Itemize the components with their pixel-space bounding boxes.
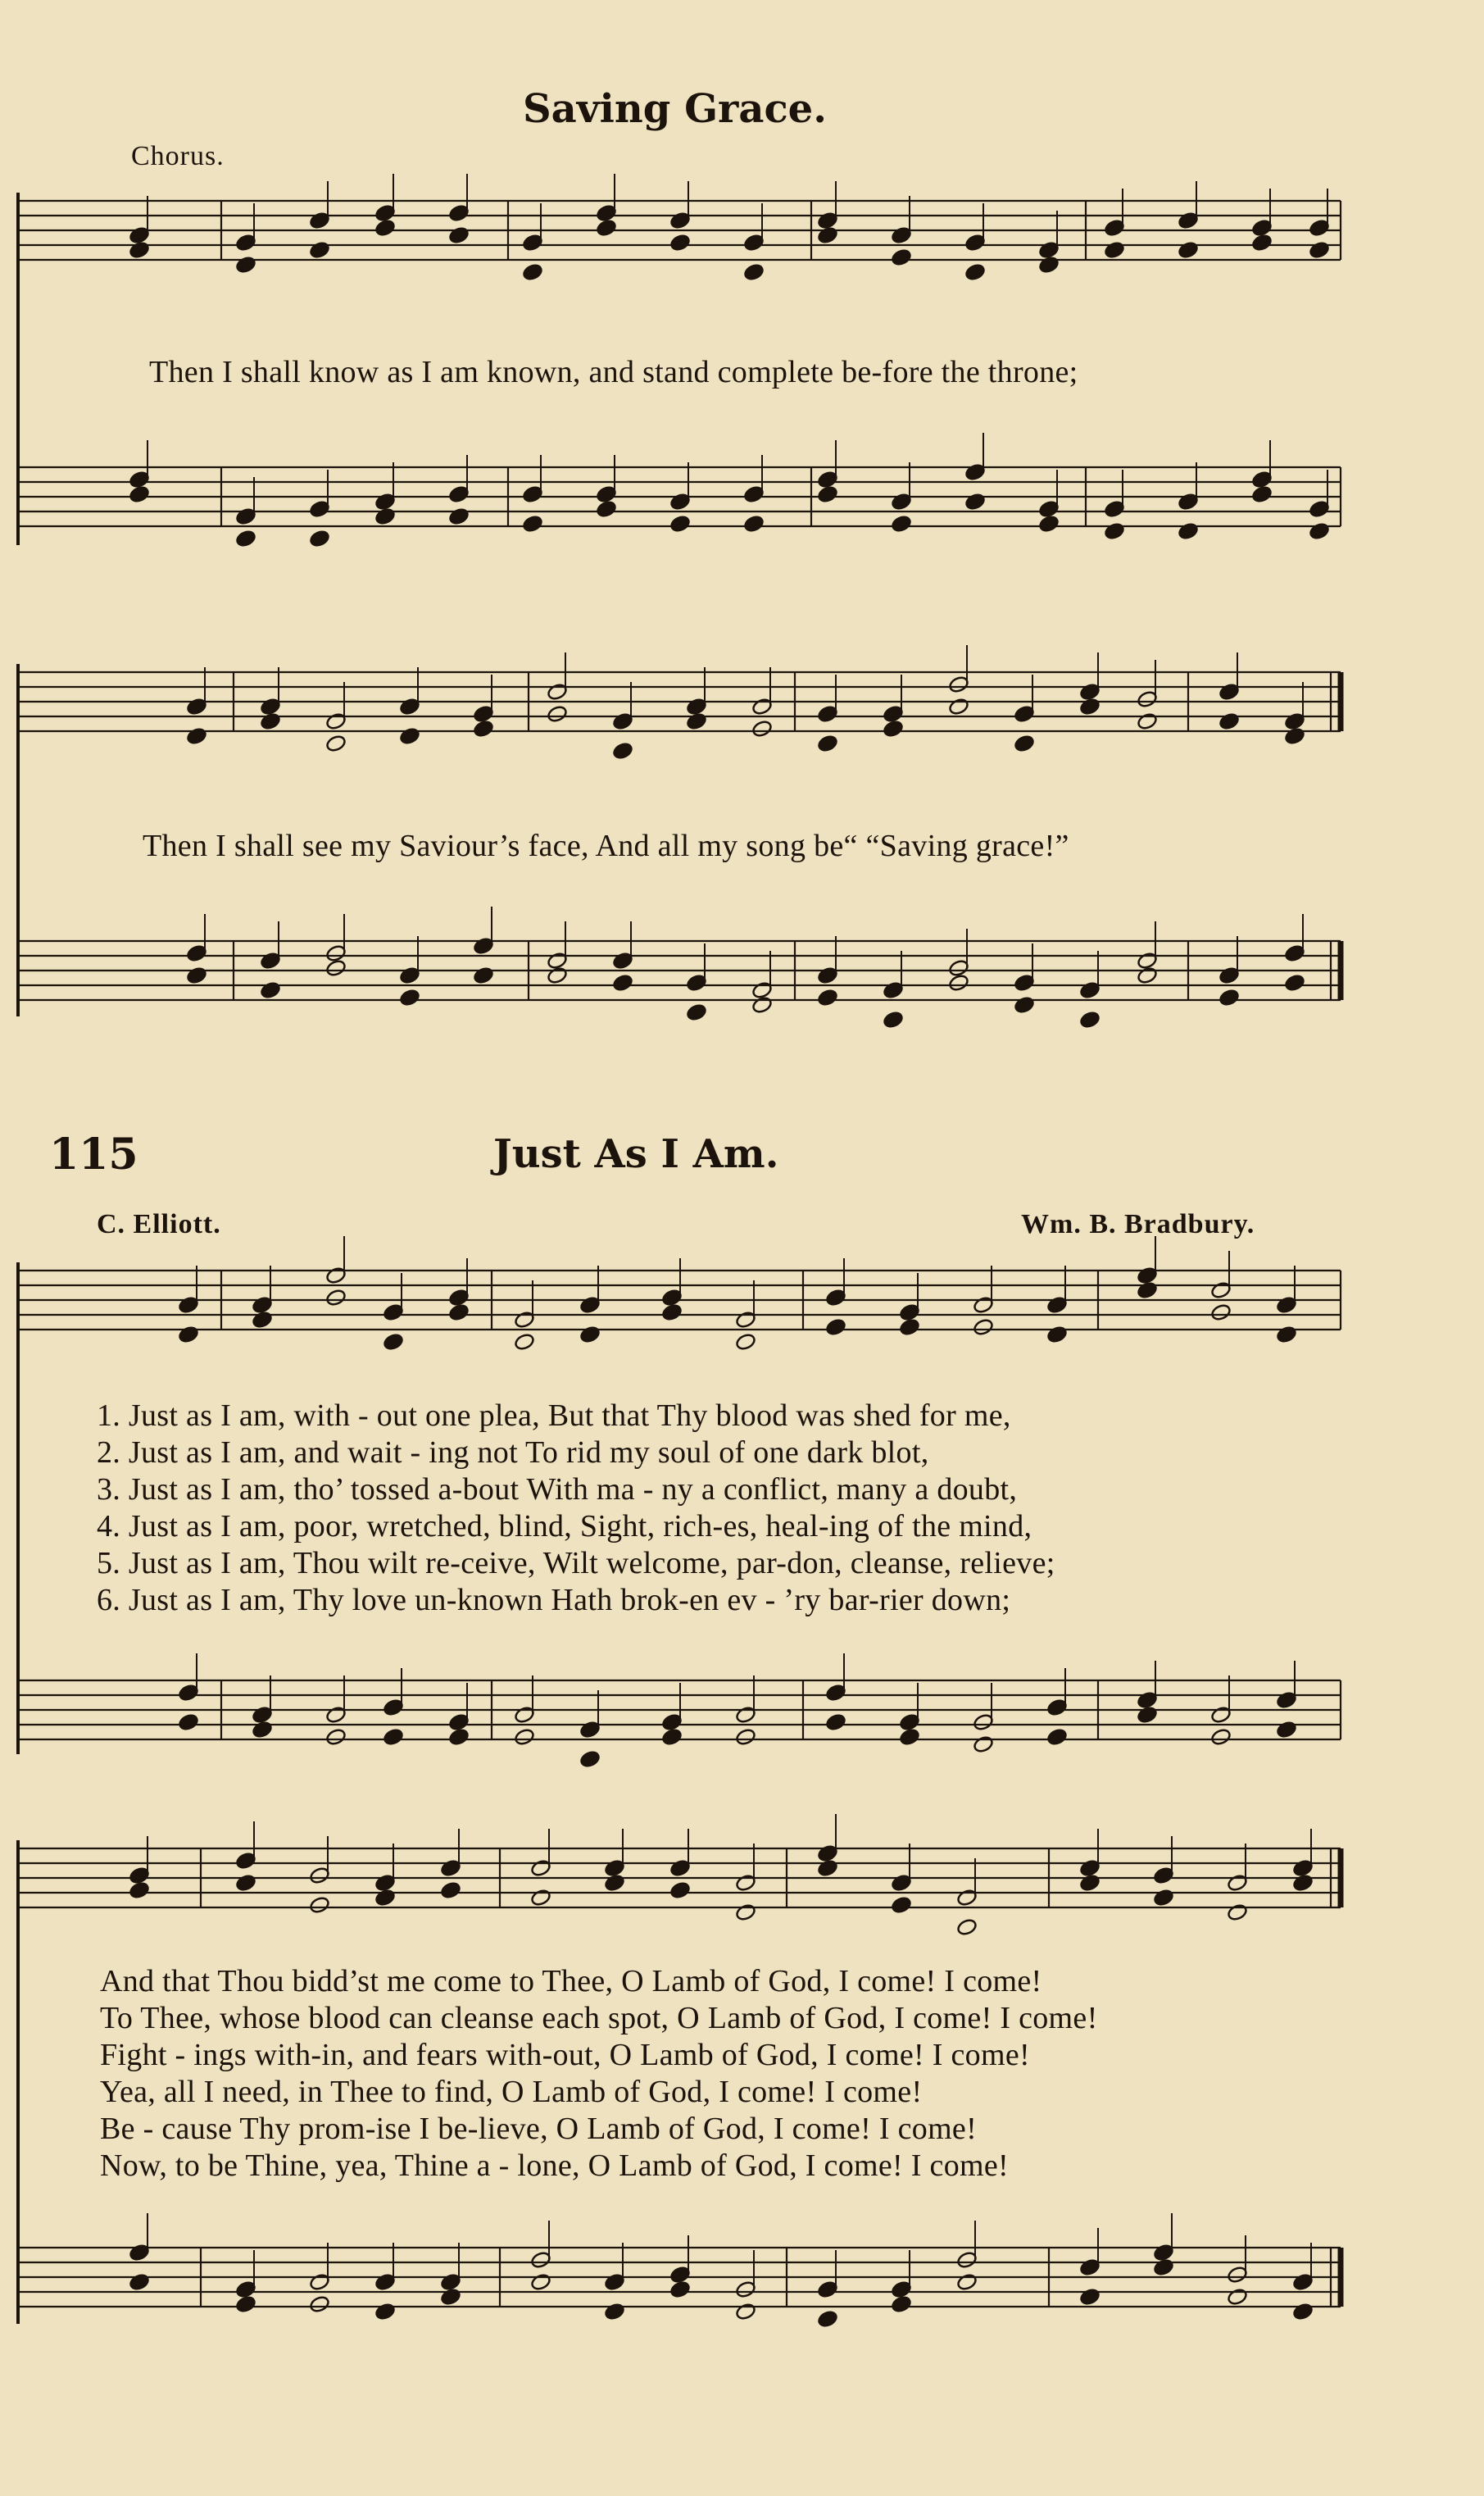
- verse-number: 2.: [97, 1435, 121, 1470]
- hymn-number: 115: [49, 1130, 138, 1180]
- verse-line: Now, to be Thine, yea, Thine a - lone, O Lamb of God, I come! I come!: [100, 2148, 1009, 2183]
- verse-line: To Thee, whose blood can cleanse each spot, O Lamb of God, I come! I come!: [100, 2001, 1098, 2035]
- verse-line: [97, 1545, 1055, 1581]
- verse-number: 3.: [97, 1472, 121, 1507]
- lyricist: C. Elliott.: [97, 1209, 221, 1239]
- verse-number: 5.: [97, 1546, 121, 1580]
- verse-line: [97, 1398, 1011, 1434]
- hymn-title: Just As I Am.: [493, 1131, 779, 1177]
- verse-text: Just as I am, Thy love un-known Hath brok-en ev - ’ry bar-rier down;: [128, 1583, 1011, 1617]
- verse-text: Just as I am, with - out one plea, But that Thy blood was shed for me,: [128, 1398, 1011, 1433]
- verse-line: Be - cause Thy prom-ise I be-lieve, O Lamb of God, I come! I come!: [100, 2112, 978, 2146]
- verse-line: Yea, all I need, in Thee to find, O Lamb of God, I come! I come!: [100, 2075, 923, 2109]
- verse-line: [97, 1508, 1032, 1544]
- verse-line: [97, 1582, 1010, 1618]
- verse-number: 1.: [97, 1398, 121, 1433]
- verse-number: 6.: [97, 1583, 121, 1617]
- hymn-title: Saving Grace.: [523, 86, 827, 132]
- lyric-line: Then I shall know as I am known, and stand complete be-fore the throne;: [149, 355, 1078, 389]
- verse-text: Just as I am, Thou wilt re-ceive, Wilt welcome, par-don, cleanse, relieve;: [128, 1546, 1055, 1580]
- verse-line: Fight - ings with-in, and fears with-out, O Lamb of God, I come! I come!: [100, 2038, 1030, 2072]
- verse-text: Just as I am, tho’ tossed a-bout With ma - ny a conflict, many a doubt,: [128, 1472, 1018, 1507]
- verse-text: Just as I am, and wait - ing not To rid my soul of one dark blot,: [128, 1435, 929, 1470]
- lyric-line: Then I shall see my Saviour’s face, And all my song be“ “Saving grace!”: [143, 829, 1069, 863]
- verse-line: [97, 1434, 929, 1471]
- verse-text: Just as I am, poor, wretched, blind, Sight, rich-es, heal-ing of the mind,: [128, 1509, 1032, 1544]
- verse-line: [97, 1471, 1017, 1507]
- composer: Wm. B. Bradbury.: [1021, 1209, 1255, 1239]
- verse-number: 4.: [97, 1509, 121, 1544]
- verse-line: And that Thou bidd’st me come to Thee, O Lamb of God, I come! I come!: [100, 1964, 1042, 1998]
- section-label: Chorus.: [131, 141, 225, 171]
